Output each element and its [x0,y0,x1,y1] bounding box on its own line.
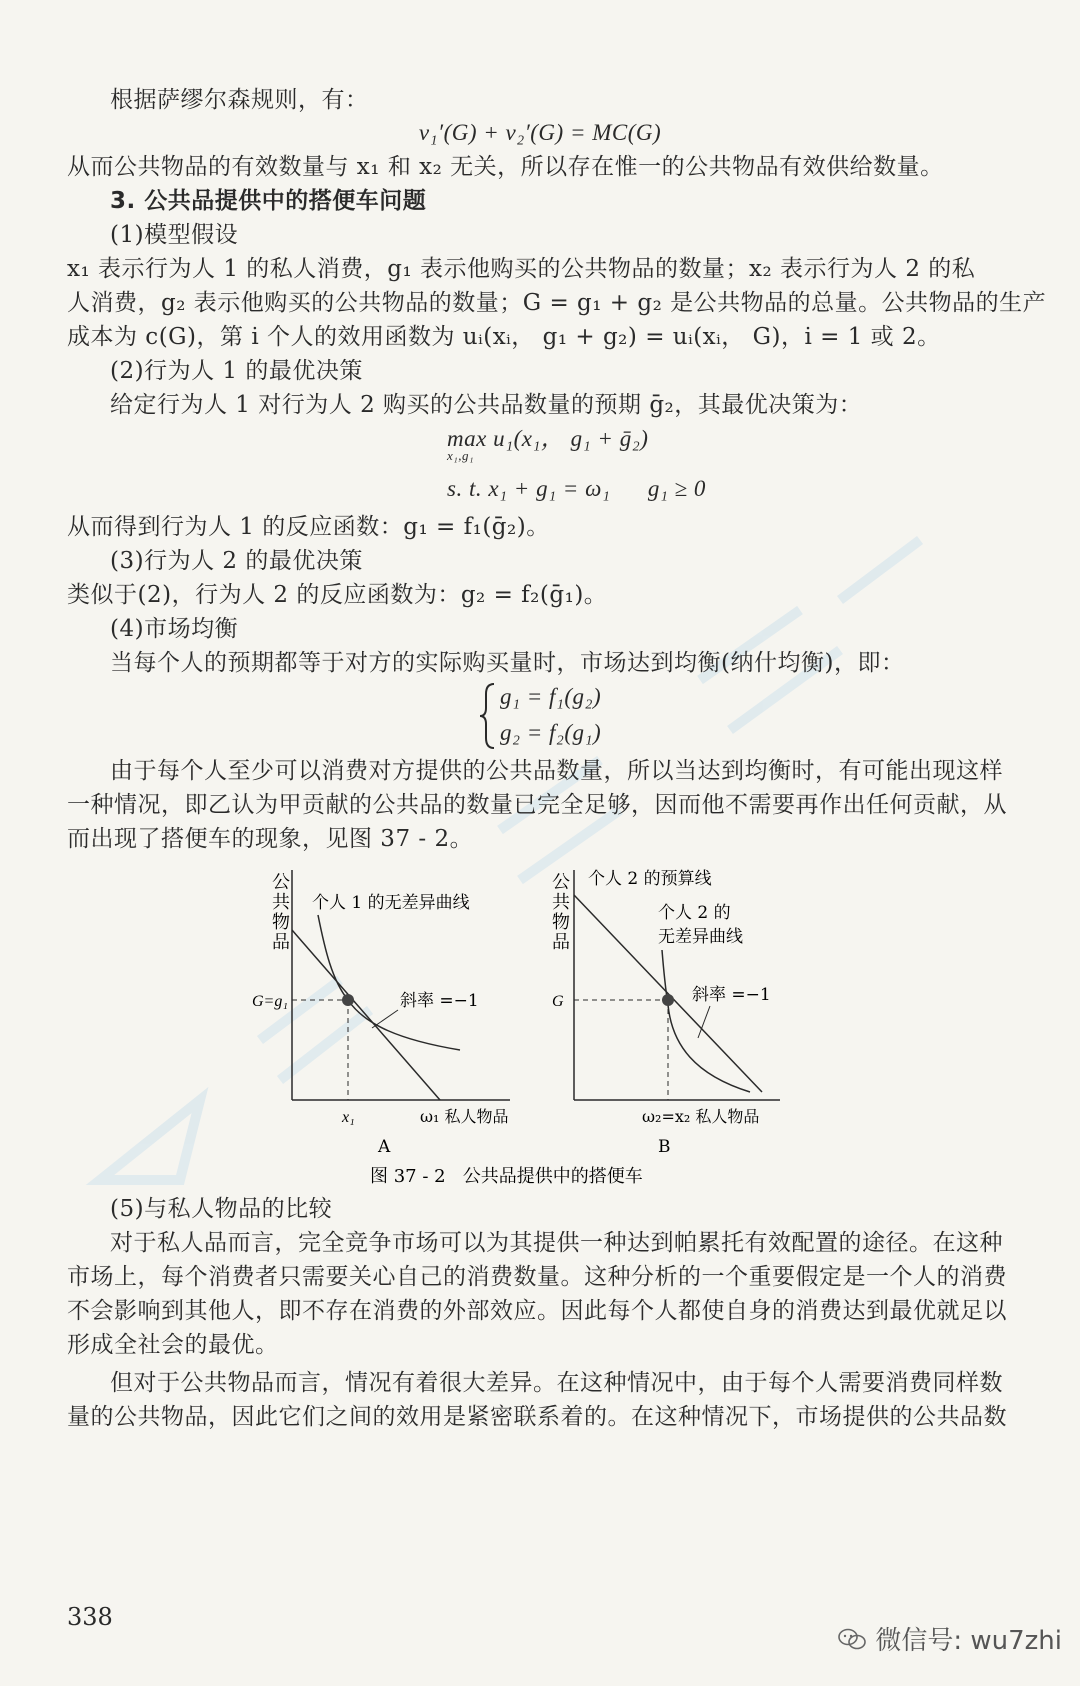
page-number: 338 [67,1603,113,1631]
panel-a [252,870,510,1157]
panel-b-label: B [658,1137,671,1157]
equation-system-1: g₁ = f₁(g₂) [500,684,602,709]
equation-max: max u₁(x₁， g₁ + ḡ₂) [447,426,649,451]
panel-b-ylabel-1: 公 [552,872,570,893]
panel-a-xtick: x₁ [342,1109,355,1126]
text-line-4: 人消费，g₂ 表示他购买的公共物品的数量；G = g₁ + g₂ 是公共物品的总量。公共物品的生产 [67,290,1047,316]
figure-37-2 [240,860,860,1190]
subheading-3: (3)行为人 2 的最优决策 [110,548,363,574]
panel-b-ylabel-2: 共 [552,892,570,913]
panel-a-ylabel-3: 物 [272,912,290,933]
text-line-5: 成本为 c(G)，第 i 个人的效用函数为 uᵢ(xᵢ， g₁ + g₂) = uᵢ(xᵢ， G)，i = 1 或 2。 [67,324,941,350]
equation-max-subscript: x₁,g₁ [447,448,475,463]
panel-b-equilibrium-point [662,994,674,1006]
section-heading: 3. 公共品提供中的搭便车问题 [110,188,427,214]
subheading-4: (4)市场均衡 [110,616,239,642]
text-line-16: 形成全社会的最优。 [67,1332,279,1358]
equation-system-2: g₂ = f₂(g₁) [500,720,602,745]
panel-b-indifference-curve [662,950,750,1092]
text-line-11: 一种情况，即乙认为甲贡献的公共品的数量已完全足够，因而他不需要再作出任何贡献，从 [67,792,1007,818]
text-line-10: 由于每个人至少可以消费对方提供的公共品数量，所以当达到均衡时，有可能出现这样 [110,758,1003,784]
panel-b-curve-label-1: 个人 2 的 [658,903,731,923]
panel-b [552,869,780,1157]
subheading-1: (1)模型假设 [110,222,239,248]
text-line-6: 给定行为人 1 对行为人 2 购买的公共品数量的预期 ḡ₂，其最优决策为： [110,392,863,418]
equation-brace [478,680,498,752]
text-line-14: 市场上，每个消费者只需要关心自己的消费数量。这种分析的一个重要假定是一个人的消费 [67,1264,1007,1290]
wechat-icon [837,1627,867,1651]
panel-a-curve-label: 个人 1 的无差异曲线 [312,893,470,913]
panel-a-equilibrium-point [342,994,354,1006]
text-line-17: 但对于公共物品而言，情况有着很大差异。在这种情况中，由于每个人需要消费同样数 [110,1370,1003,1396]
equation-samuelson: v₁′(G) + v₂′(G) = MC(G) [418,120,662,145]
equation-constraint: s. t. x₁ + g₁ = ω₁ g₁ ≥ 0 [447,476,706,501]
figure-caption: 图 37 - 2 公共品提供中的搭便车 [370,1166,643,1187]
text-line-13: 对于私人品而言，完全竞争市场可以为其提供一种达到帕累托有效配置的途径。在这种 [110,1230,1003,1256]
panel-a-slope-label: 斜率 =−1 [400,991,479,1011]
panel-b-slope-pointer [698,1006,710,1038]
text-line-15: 不会影响到其他人，即不存在消费的外部效应。因此每个人都使自身的消费达到最优就足以 [67,1298,1007,1324]
panel-a-xend-label: ω₁ 私人物品 [420,1107,509,1126]
panel-a-budget-line [292,930,440,1100]
text-line-7: 从而得到行为人 1 的反应函数：g₁ = f₁(ḡ₂)。 [67,514,550,540]
panel-b-ylabel-4: 品 [552,932,570,953]
text-line-18: 量的公共物品，因此它们之间的效用是紧密联系着的。在这种情况下，市场提供的公共品数 [67,1404,1007,1430]
panel-b-xtick: ω₂=x₂ 私人物品 [642,1107,760,1126]
panel-a-ylabel-1: 公 [272,872,290,893]
wechat-watermark [837,1620,1062,1657]
text-line-2: 从而公共物品的有效数量与 x₁ 和 x₂ 无关，所以存在惟一的公共物品有效供给数量。 [67,154,944,180]
panel-b-ytick: G [552,993,564,1010]
subheading-2: (2)行为人 1 的最优决策 [110,358,363,384]
panel-a-indifference-curve [318,915,460,1050]
panel-a-ytick: G=g₁ [252,993,288,1010]
subheading-5: (5)与私人物品的比较 [110,1196,333,1222]
text-line-8: 类似于(2)，行为人 2 的反应函数为：g₂ = f₂(ḡ₁)。 [67,582,608,608]
panel-b-ylabel-3: 物 [552,912,570,933]
text-line-1: 根据萨缪尔森规则，有： [110,87,369,113]
watermark-text: 微信号: wu7zhi [875,1626,1062,1656]
text-line-12: 而出现了搭便车的现象，见图 37 - 2。 [67,826,474,852]
panel-a-slope-pointer [372,1010,398,1028]
panel-a-ylabel-2: 共 [272,892,290,913]
text-line-9: 当每个人的预期都等于对方的实际购买量时，市场达到均衡(纳什均衡)，即： [110,650,905,676]
panel-a-ylabel-4: 品 [272,932,290,953]
panel-b-slope-label: 斜率 =−1 [692,985,771,1005]
text-line-3: x₁ 表示行为人 1 的私人消费，g₁ 表示他购买的公共物品的数量；x₂ 表示行为人 2 的私 [67,256,976,282]
panel-b-curve-label-2: 无差异曲线 [658,927,743,947]
panel-b-budget-label: 个人 2 的预算线 [588,869,712,889]
panel-a-label: A [378,1137,391,1157]
